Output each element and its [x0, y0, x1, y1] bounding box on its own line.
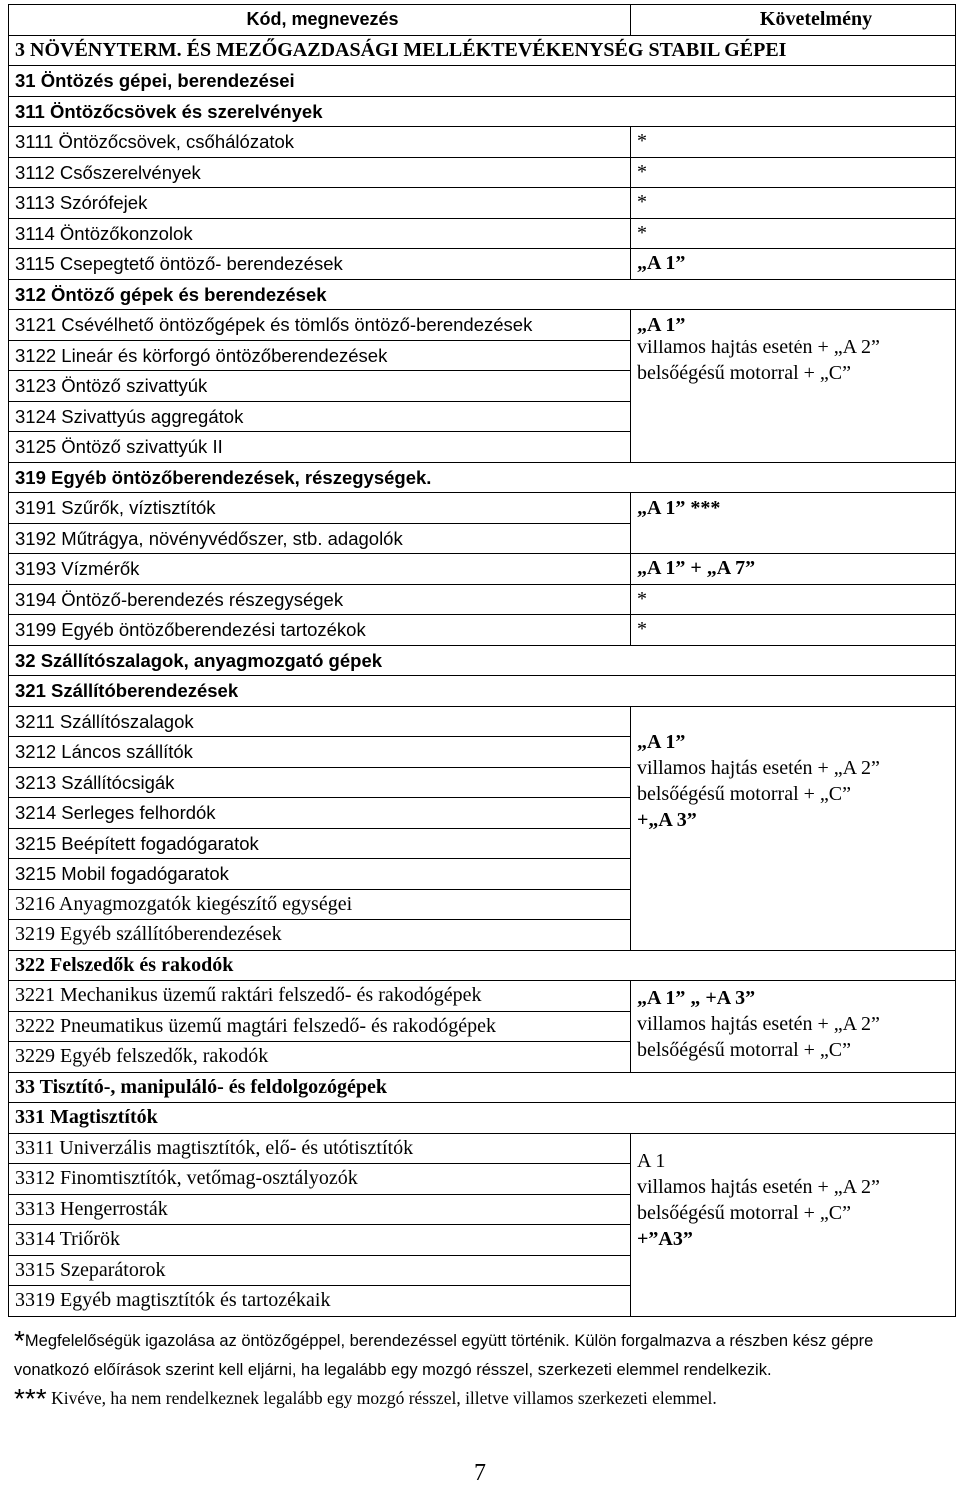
item-label: 3215 Beépített fogadógaratok: [9, 828, 631, 859]
table-row: [9, 310, 956, 341]
subsection-title: 312 Öntöző gépek és berendezések: [9, 279, 956, 310]
footnote-marker: ***: [14, 1383, 47, 1414]
item-label: 3213 Szállítócsigák: [9, 767, 631, 798]
item-label: 3122 Lineár és körforgó öntözőberendezések: [9, 340, 631, 371]
item-label: 3212 Láncos szállítók: [9, 737, 631, 768]
table-row: [9, 1103, 956, 1134]
item-label: 3319 Egyéb magtisztítók és tartozékaik: [9, 1286, 631, 1317]
item-label: 3199 Egyéb öntözőberendezési tartozékok: [9, 615, 631, 646]
group-requirement-line: villamos hajtás esetén + „A 2”: [637, 1175, 880, 1198]
item-label: 3115 Csepegtető öntöző- berendezések: [9, 249, 631, 280]
item-label: 3114 Öntözőkonzolok: [9, 218, 631, 249]
group-requirement: [631, 1133, 956, 1316]
item-label: 3312 Finomtisztítók, vetőmag-osztályozók: [9, 1164, 631, 1195]
item-requirement: „A 1”: [631, 310, 956, 341]
group-requirement-line: villamos hajtás esetén + „A 2”: [637, 1013, 880, 1035]
item-requirement-text: „A 1” ***: [637, 496, 721, 519]
item-label: 3221 Mechanikus üzemű raktári felszedő- és rakodógépek: [9, 981, 631, 1012]
header-requirement: [631, 5, 956, 36]
table-header-row: [9, 5, 956, 36]
table-row: [9, 523, 956, 554]
footnote-text: Kivéve, ha nem rendelkeznek legalább egy mozgó résszel, illetve villamos szerkezeti elemmel.: [51, 1388, 717, 1408]
footnote-text: Megfelelőségük igazolása az öntözőgéppel, berendezéssel együtt történik. Külön forgalmazva a részben kész gépre vonatkozó előírások szerint kell eljárni, ha legalább egy mozgó résszel, szerkezeti elemmel rendelkezik.: [14, 1332, 874, 1379]
item-label: 3191 Szűrők, víztisztítók: [9, 493, 631, 524]
group-requirement-line: belsőégésű motorral + „C”: [637, 1039, 851, 1061]
group-requirement-line: villamos hajtás esetén + „A 2”: [637, 756, 880, 779]
header-requirement-label: Követelmény: [759, 8, 873, 31]
table-row: [9, 1072, 956, 1103]
footnote-single-star: [14, 1326, 944, 1384]
table-row: [9, 615, 956, 646]
table-row: [9, 584, 956, 615]
subsection-title: 319 Egyéb öntözőberendezések, részegységek.: [9, 462, 956, 493]
table-row: [9, 188, 956, 219]
table-row: [9, 981, 956, 1012]
group-requirement-line: villamos hajtás esetén + „A 2”: [637, 340, 880, 358]
table-row: [9, 66, 956, 97]
table-row: [9, 96, 956, 127]
subsection-title: 321 Szállítóberendezések: [9, 676, 956, 707]
item-requirement: [631, 523, 956, 554]
group-requirement-line: „A 1”: [637, 730, 686, 753]
table-row: [9, 249, 956, 280]
group-requirement-line: „A 1” „ +A 3”: [637, 987, 756, 1009]
group-requirement-line: +”A3”: [637, 1227, 693, 1250]
table-row: [9, 950, 956, 981]
item-label: 3229 Egyéb felszedők, rakodók: [9, 1042, 631, 1073]
footnotes: [14, 1326, 944, 1413]
section-title: 31 Öntözés gépei, berendezései: [9, 66, 956, 97]
header-code-name: Kód, megnevezés: [9, 5, 631, 36]
item-requirement: *: [631, 615, 956, 646]
group-requirement-line: A 1: [637, 1149, 666, 1172]
item-requirement: [631, 493, 956, 524]
table-row: [9, 127, 956, 158]
table-row: [9, 554, 956, 585]
table-row: [9, 340, 956, 371]
subsection-title: 331 Magtisztítók: [9, 1103, 956, 1134]
item-label: 3124 Szivattyús aggregátok: [9, 401, 631, 432]
item-requirement: *: [631, 584, 956, 615]
table-row: [9, 279, 956, 310]
group-requirement-line: +„A 3”: [637, 808, 697, 831]
group-requirement-line: belsőégésű motorral + „C”: [637, 782, 851, 805]
item-label: 3125 Öntöző szivattyúk II: [9, 432, 631, 463]
group-requirement: [631, 706, 956, 950]
item-label: 3215 Mobil fogadógaratok: [9, 859, 631, 890]
item-label: 3192 Műtrágya, növényvédőszer, stb. adagolók: [9, 523, 631, 554]
group-requirement: [631, 981, 956, 1073]
group-requirement: [631, 340, 956, 462]
item-label: 3112 Csőszerelvények: [9, 157, 631, 188]
table-row: [9, 35, 956, 66]
table-row: [9, 1133, 956, 1164]
item-label: 3219 Egyéb szállítóberendezések: [9, 920, 631, 951]
table-row: [9, 676, 956, 707]
item-requirement: *: [631, 188, 956, 219]
item-label: 3314 Triőrök: [9, 1225, 631, 1256]
footnote-triple-star: [14, 1384, 944, 1413]
item-label: 3194 Öntöző-berendezés részegységek: [9, 584, 631, 615]
item-requirement: *: [631, 218, 956, 249]
item-label: 3123 Öntöző szivattyúk: [9, 371, 631, 402]
item-requirement: *: [631, 127, 956, 158]
item-requirement: „A 1” + „A 7”: [631, 554, 956, 585]
subsection-title: 311 Öntözőcsövek és szerelvények: [9, 96, 956, 127]
section-title: 33 Tisztító-, manipuláló- és feldolgozógépek: [9, 1072, 956, 1103]
group-requirement-line: belsőégésű motorral + „C”: [637, 362, 851, 384]
requirements-table: [8, 4, 956, 1317]
item-label: 3121 Csévélhető öntözőgépek és tömlős öntöző-berendezések: [9, 310, 631, 341]
section-title: 3 NÖVÉNYTERM. ÉS MEZŐGAZDASÁGI MELLÉKTEVÉKENYSÉG STABIL GÉPEI: [9, 35, 956, 66]
item-label: 3193 Vízmérők: [9, 554, 631, 585]
table-row: [9, 645, 956, 676]
item-label: 3313 Hengerrosták: [9, 1194, 631, 1225]
table-row: [9, 706, 956, 737]
table-row: [9, 218, 956, 249]
item-label: 3216 Anyagmozgatók kiegészítő egységei: [9, 889, 631, 920]
item-label: 3111 Öntözőcsövek, csőhálózatok: [9, 127, 631, 158]
item-label: 3113 Szórófejek: [9, 188, 631, 219]
page-number: 7: [474, 1460, 486, 1486]
item-label: 3311 Univerzális magtisztítók, elő- és utótisztítók: [9, 1133, 631, 1164]
item-label: 3222 Pneumatikus üzemű magtári felszedő- és rakodógépek: [9, 1011, 631, 1042]
table-row: [9, 157, 956, 188]
group-requirement-line: belsőégésű motorral + „C”: [637, 1201, 851, 1224]
item-requirement: „A 1”: [631, 249, 956, 280]
item-requirement: *: [631, 157, 956, 188]
subsection-title: 322 Felszedők és rakodók: [9, 950, 956, 981]
section-title: 32 Szállítószalagok, anyagmozgató gépek: [9, 645, 956, 676]
item-label: 3211 Szállítószalagok: [9, 706, 631, 737]
footnote-marker: *: [14, 1325, 25, 1356]
table-row: [9, 462, 956, 493]
item-label: 3214 Serleges felhordók: [9, 798, 631, 829]
item-label: 3315 Szeparátorok: [9, 1255, 631, 1286]
table-row: [9, 493, 956, 524]
